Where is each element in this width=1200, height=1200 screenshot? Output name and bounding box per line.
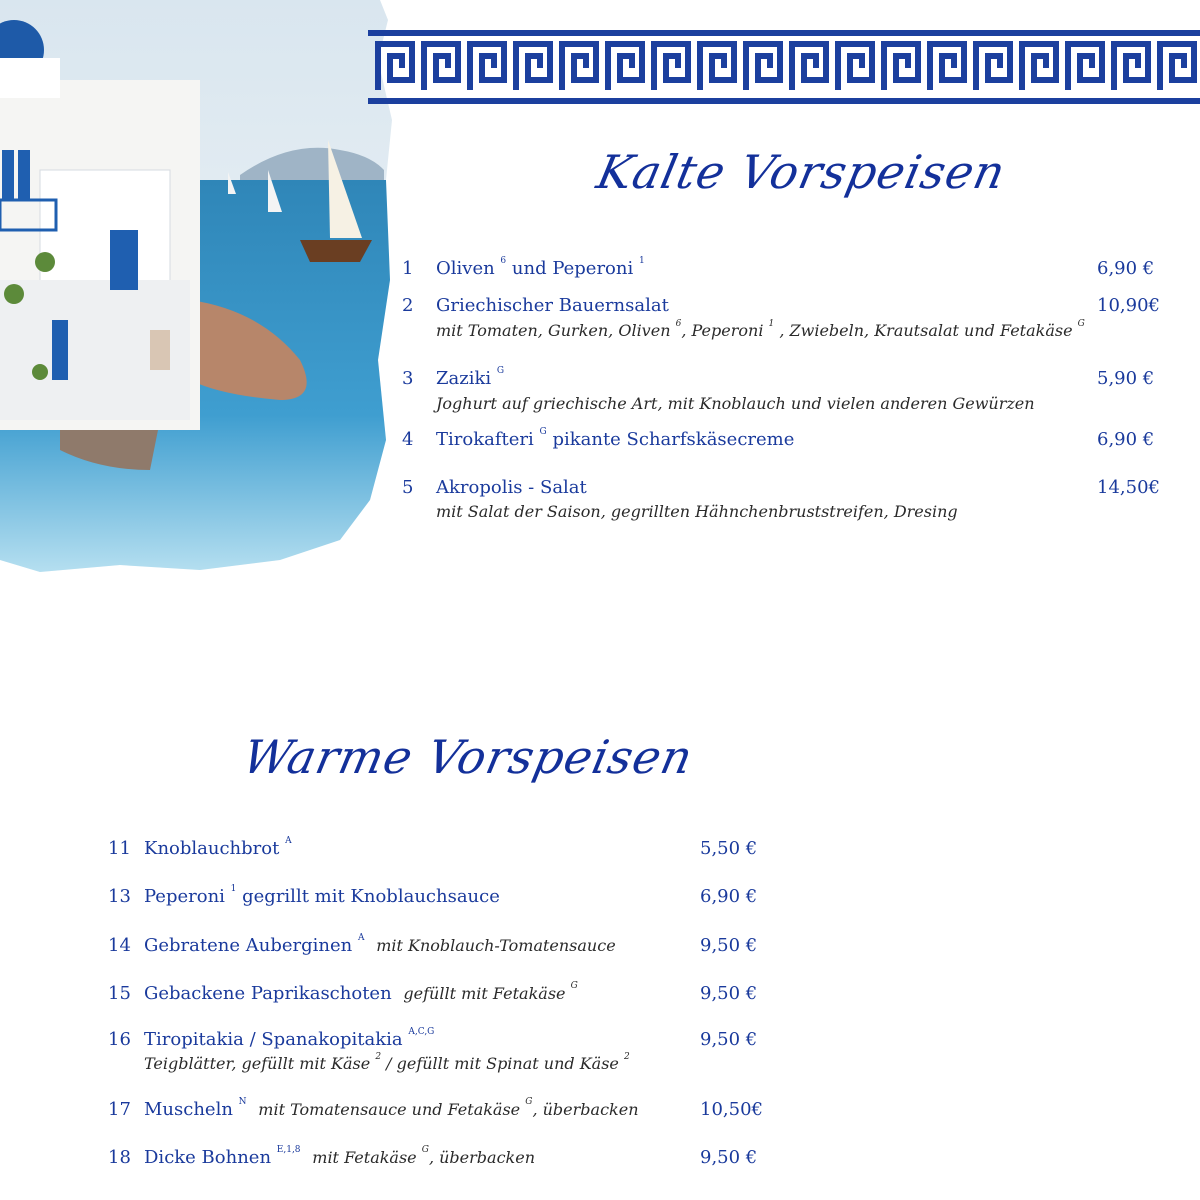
item-price: 6,90 € [1097, 429, 1155, 450]
item-name: Knoblauchbrot $^A$ [144, 836, 292, 859]
santorini-illustration [0, 0, 392, 575]
item-name: Muscheln $^N$ mit Tomatensauce und Fetakäse $^G$, überbacken [144, 1097, 639, 1120]
item-price: 9,50 € [700, 935, 758, 956]
item-price: 10,90€ [1097, 295, 1160, 316]
item-number: 14 [108, 935, 131, 956]
item-price: 5,50 € [700, 838, 758, 859]
item-number: 11 [108, 838, 131, 859]
item-name: Oliven $^6$ und Peperoni $^1$ [436, 256, 645, 279]
item-name: Tiropitakia / Spanakopitakia $^{A,C,G}$ [144, 1027, 435, 1050]
item-number: 15 [108, 983, 131, 1004]
item-inline-description: mit Knoblauch-Tomatensauce [376, 936, 616, 955]
item-name: Gebackene Paprikaschoten gefüllt mit Fetakäse $^G$ [144, 981, 578, 1004]
item-price: 14,50€ [1097, 477, 1160, 498]
item-description: mit Tomaten, Gurken, Oliven $^6$, Peperoni $^1$ , Zwiebeln, Krautsalat und Fetakäse $^G$ [436, 319, 1085, 340]
item-price: 9,50 € [700, 983, 758, 1004]
item-description: Joghurt auf griechische Art, mit Knoblauch und vielen anderen Gewürzen [436, 394, 1035, 413]
item-inline-description: gefüllt mit Fetakäse $^G$ [403, 981, 578, 1003]
item-price: 6,90 € [700, 886, 758, 907]
warm-starters-heading: Warme Vorspeisen [238, 730, 699, 784]
item-description: mit Salat der Saison, gegrillten Hähnchenbruststreifen, Dresing [436, 502, 958, 521]
item-number: 2 [402, 295, 414, 316]
item-inline-description: mit Fetakäse $^G$, überbacken [312, 1145, 535, 1167]
item-number: 4 [402, 429, 414, 450]
item-name: Tirokafteri $^G$ pikante Scharfskäsecreme [436, 427, 795, 450]
item-price: 6,90 € [1097, 258, 1155, 279]
cold-starters-heading: Kalte Vorspeisen [592, 145, 1011, 199]
item-price: 9,50 € [700, 1029, 758, 1050]
item-price: 5,90 € [1097, 368, 1155, 389]
item-price: 9,50 € [700, 1147, 758, 1168]
item-name: Peperoni $^1$ gegrillt mit Knoblauchsauce [144, 884, 500, 907]
item-description: Teigblätter, gefüllt mit Käse $^2$ / gefüllt mit Spinat und Käse $^2$ [144, 1052, 630, 1073]
item-name: Dicke Bohnen $^{E,1,8}$ mit Fetakäse $^G$, überbacken [144, 1145, 535, 1168]
item-name: Zaziki $^G$ [436, 366, 505, 389]
item-price: 10,50€ [700, 1099, 763, 1120]
item-number: 1 [402, 258, 414, 279]
greek-key-border [368, 22, 1200, 112]
item-number: 5 [402, 477, 414, 498]
item-number: 17 [108, 1099, 131, 1120]
item-name: Akropolis - Salat [436, 477, 587, 498]
item-number: 16 [108, 1029, 131, 1050]
item-number: 18 [108, 1147, 131, 1168]
item-number: 3 [402, 368, 414, 389]
item-inline-description: mit Tomatensauce und Fetakäse $^G$, überbacken [258, 1097, 639, 1119]
item-name: Griechischer Bauernsalat [436, 295, 669, 316]
item-name: Gebratene Auberginen $^A$ mit Knoblauch-Tomatensauce [144, 933, 616, 956]
item-number: 13 [108, 886, 131, 907]
